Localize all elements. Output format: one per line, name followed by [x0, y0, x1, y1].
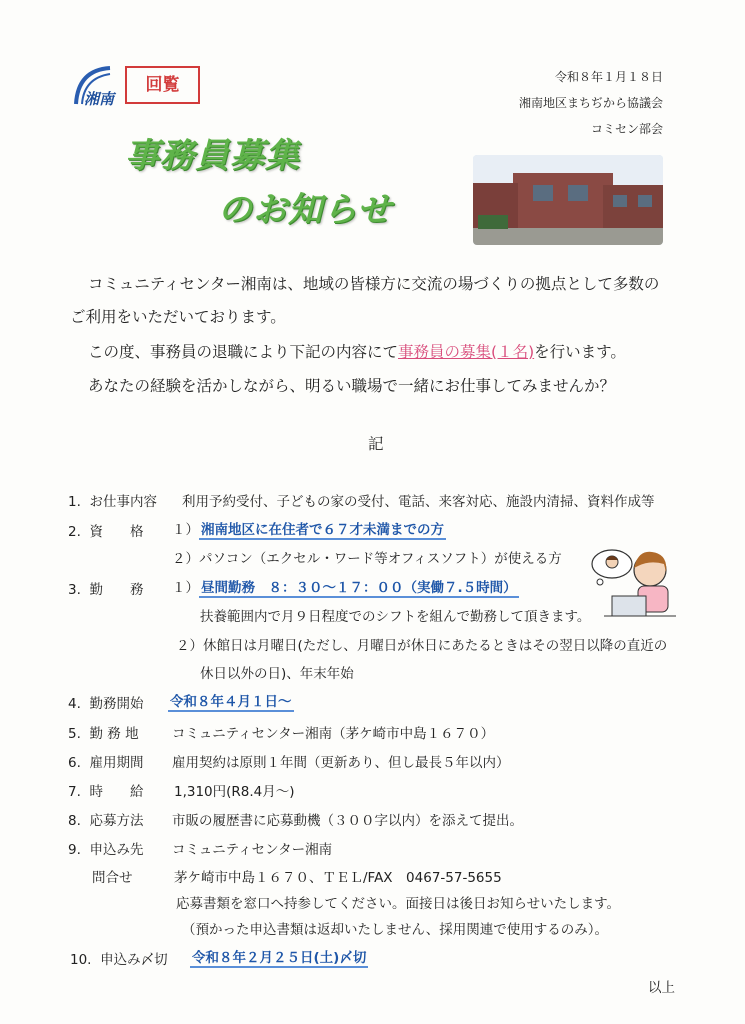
closing-ijou: 以上: [648, 980, 675, 996]
item-10: 10. 申込み〆切 令和８年２月２５日(土)〆切: [70, 948, 168, 968]
item-5: 5. 勤 務 地 コミュニティセンター湘南（茅ケ崎市中島１６７０）: [68, 726, 495, 742]
intro-line1: コミュニティセンター湘南は、地域の皆様方に交流の場づくりの拠点として多数の: [88, 275, 660, 293]
intro-line2: ご利用をいただいております。: [70, 308, 286, 326]
item-9-note2: （預かった申込書類は返却いたしません、採用関連で使用するのみ）。: [182, 922, 609, 938]
recruit-highlight: 事務員の募集(１名): [398, 343, 535, 361]
item-2-req2: ２）パソコン（エクセル・ワード等オフィスソフト）が使える方: [172, 551, 562, 567]
item-1: 1. お仕事内容 利用予約受付、子どもの家の受付、電話、来客対応、施設内清掃、資料作成等: [68, 494, 655, 510]
item-2-req1: １） 湘南地区に在住者で６７才未満までの方: [172, 522, 444, 538]
circulation-stamp: 回覧: [125, 66, 200, 104]
ki-heading: 記: [368, 435, 384, 453]
intro-line4: あなたの経験を活かしながら、明るい職場で一緒にお仕事してみませんか？: [88, 377, 616, 395]
issuer-org: 湘南地区まちぢから協議会: [518, 96, 663, 110]
item-3-holiday: ２）休館日は月曜日(ただし、月曜日が休日にあたるときはその翌日以降の直近の: [176, 638, 668, 654]
issuer-dept: コミセン部会: [590, 122, 663, 136]
office-worker-illustration: [590, 542, 680, 622]
item-4: 4. 勤務開始 令和８年４月１日～: [68, 692, 143, 712]
item-6: 6. 雇用期間 雇用契約は原則１年間（更新あり、但し最長５年以内）: [68, 755, 510, 771]
intro-line3: この度、事務員の退職により下記の内容にて事務員の募集(１名)を行います。: [88, 343, 626, 361]
svg-text:湘南: 湘南: [84, 90, 115, 108]
item-9-note1: 応募書類を窓口へ持参してください。面接日は後日お知らせいたします。: [176, 896, 621, 912]
komisen-logo: [70, 64, 120, 108]
item-9: 9. 申込み先 コミュニティセンター湘南: [68, 842, 333, 858]
title-line2: のお知らせ: [218, 190, 392, 230]
item-3-shift: １） 昼間勤務 ８：３０～１７：００（実働７.５時間）: [172, 580, 517, 596]
issue-date: 令和８年１月１８日: [554, 70, 663, 84]
title-line1: 事務員募集: [125, 136, 300, 176]
item-3-shift-note: 扶養範囲内で月９日程度でのシフトを組んで勤務して頂きます。: [200, 609, 591, 625]
item-9-contact: 問合せ 茅ケ崎市中島１６７０、ＴＥＬ/FAX 0467-57-5655: [92, 870, 502, 886]
building-photo: [473, 155, 663, 245]
item-2: 2. 資 格: [68, 524, 144, 540]
item-7: 7. 時 給 1,310円(R8.4月～): [68, 784, 295, 800]
item-3-holiday-cont: 休日以外の日)、年末年始: [200, 666, 354, 682]
item-8: 8. 応募方法 市販の履歴書に応募動機（３００字以内）を添えて提出。: [68, 813, 523, 829]
item-3: 3. 勤 務: [68, 582, 144, 598]
